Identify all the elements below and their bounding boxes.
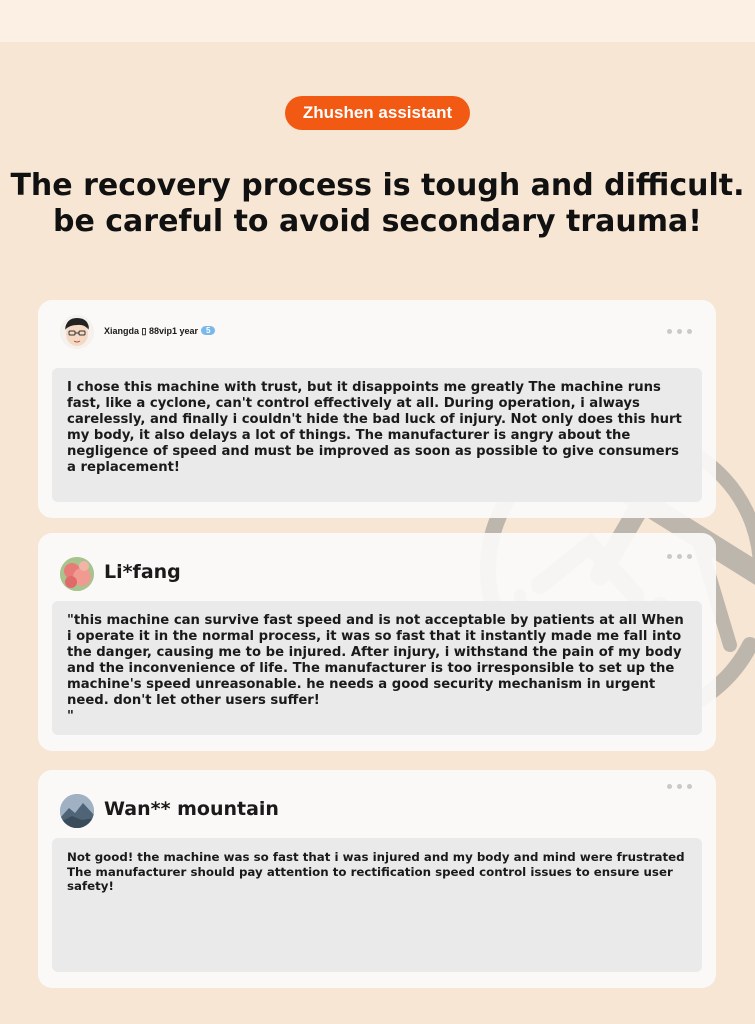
assistant-badge (285, 96, 470, 130)
avatar (60, 557, 94, 591)
review-text: "this machine can survive fast speed and is not acceptable by patients at all When i operate it in the normal process, it was so fast that it instantly made me fall into the danger, causing me to be injured. After injury, i withstand the pain of my body and the inconvenience of life. The manufacturer is too irresponsible to set up the machine's speed unreasonable. he needs a good security mechanism in urgent need. don't let other users suffer! (67, 613, 684, 708)
more-options-icon[interactable] (667, 329, 692, 334)
username-label: Li*fang (104, 561, 181, 583)
avatar (60, 315, 94, 349)
avatar (60, 794, 94, 828)
username (104, 798, 279, 820)
review-text: Not good! the machine was so fast that i was injured and my body and mind were frustrated The manufacturer should pay attention to rectification speed control issues to ensure user safety! (67, 850, 685, 893)
level-tag: 5 (201, 326, 215, 335)
review-card (38, 533, 716, 751)
username (104, 561, 181, 583)
more-options-icon[interactable] (667, 554, 692, 559)
username-label: Xiangda ▯ 88vip1 year (104, 326, 198, 336)
headline-line-1: The recovery process is tough and difficult. (10, 168, 745, 203)
review-text-box (52, 368, 702, 502)
review-card (38, 770, 716, 988)
page-headline (0, 168, 755, 240)
username-label: Wan** mountain (104, 798, 279, 820)
review-text-box (52, 838, 702, 972)
peach-photo-icon (60, 557, 94, 591)
review-text: I chose this machine with trust, but it disappoints me greatly The machine runs fast, like a cyclone, can't control effectively at all. During operation, i always carelessly, and finally i couldn't hide the bad luck of injury. Not only does this hurt my body, it also delays a lot of things. The manufacturer is angry about the negligence of speed and must be improved as soon as possible to give consumers a replacement! (67, 380, 682, 475)
assistant-badge-label: Zhushen assistant (302, 103, 453, 122)
headline-line-2: be careful to avoid secondary trauma! (53, 204, 702, 239)
review-text-tail: " (67, 709, 74, 724)
review-text-box (52, 601, 702, 735)
top-band (0, 0, 755, 42)
cartoon-face-icon (60, 315, 94, 349)
mountain-photo-icon (60, 794, 94, 828)
username (104, 326, 215, 337)
review-card (38, 300, 716, 518)
more-options-icon[interactable] (667, 784, 692, 789)
